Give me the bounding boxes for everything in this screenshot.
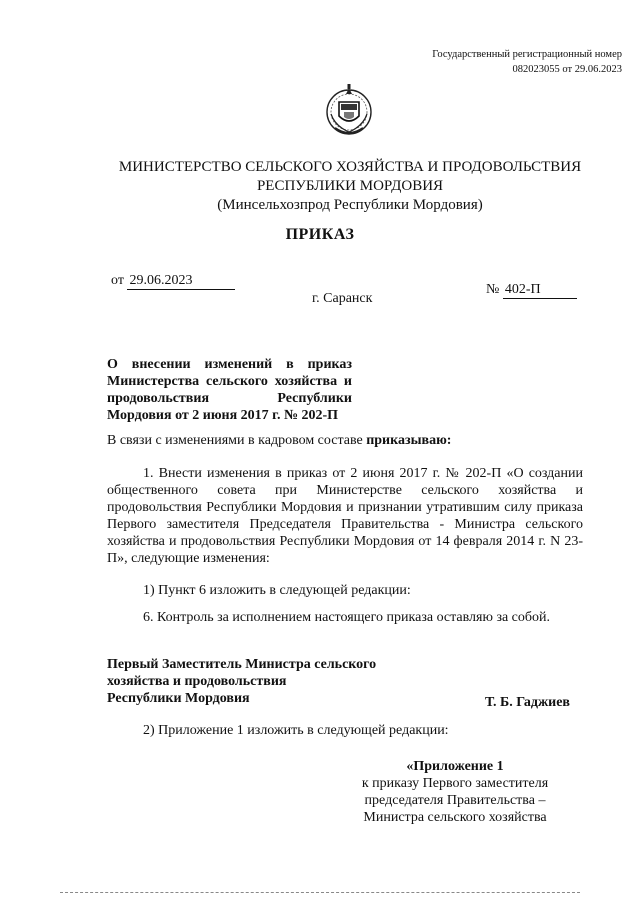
ministry-short-name: (Минсельхозпрод Республики Мордовия) bbox=[217, 197, 483, 213]
registration-number bbox=[432, 47, 622, 77]
document-title: ПРИКАЗ bbox=[285, 226, 355, 243]
appendix-block bbox=[350, 758, 560, 826]
order-number bbox=[486, 282, 577, 299]
page-bottom-divider bbox=[60, 892, 580, 893]
date-value: 29.06.2023 bbox=[127, 273, 235, 290]
number-value: 402-П bbox=[503, 282, 577, 299]
paragraph-punkt6: 1) Пункт 6 изложить в следующей редакции: bbox=[143, 583, 411, 598]
paragraph-control: 6. Контроль за исполнением настоящего приказа оставляю за собой. bbox=[143, 610, 551, 625]
coat-of-arms-emblem bbox=[323, 82, 375, 140]
signer-name: Т. Б. Гаджиев bbox=[485, 695, 570, 710]
paragraph-2: 2) Приложение 1 изложить в следующей редакции: bbox=[143, 723, 449, 738]
paragraph-1: 1. Внести изменения в приказ от 2 июня 2017 г. № 202-П «О создании общественного совета при Министерстве сельского хозяйства и продовольствия Республики Мордовия и признании утратившим силу приказа Первого заместителя Председателя Правительства - Министра сельского хозяйства и продовольствия Республики Мордовия от 14 февраля 2014 г. N 23-П», следующие изменения: bbox=[107, 466, 583, 566]
signer-title bbox=[107, 656, 376, 707]
signer-line1: Первый Заместитель Министра сельского bbox=[107, 657, 377, 672]
signer-line2: хозяйства и продовольствия bbox=[107, 674, 287, 689]
intro-bold: приказываю: bbox=[366, 433, 452, 448]
date-prefix: от bbox=[111, 273, 124, 288]
signer-line3: Республики Мордовия bbox=[107, 691, 250, 706]
ministry-header bbox=[90, 158, 610, 215]
intro-text: В связи с изменениями в кадровом составе bbox=[107, 433, 367, 448]
ministry-name-line1: МИНИСТЕРСТВО СЕЛЬСКОГО ХОЗЯЙСТВА И ПРОДОВОЛЬСТВИЯ bbox=[118, 159, 582, 175]
order-subject: О внесении изменений в приказ Министерства сельского хозяйства и продовольствия Республики Мордовия от 2 июня 2017 г. № 202-П bbox=[107, 357, 352, 423]
appendix-line3: Министра сельского хозяйства bbox=[363, 810, 547, 825]
registration-value: 082023055 от 29.06.2023 bbox=[512, 64, 622, 75]
registration-label: Государственный регистрационный номер bbox=[432, 49, 622, 60]
appendix-heading: «Приложение 1 bbox=[406, 759, 504, 774]
order-date bbox=[111, 273, 235, 290]
appendix-line1: к приказу Первого заместителя bbox=[361, 776, 549, 791]
appendix-line2: председателя Правительства – bbox=[364, 793, 546, 808]
city: г. Саранск bbox=[312, 291, 373, 306]
number-prefix: № bbox=[486, 282, 500, 297]
intro-paragraph bbox=[107, 432, 583, 449]
ministry-name-line2: РЕСПУБЛИКИ МОРДОВИЯ bbox=[256, 178, 444, 194]
